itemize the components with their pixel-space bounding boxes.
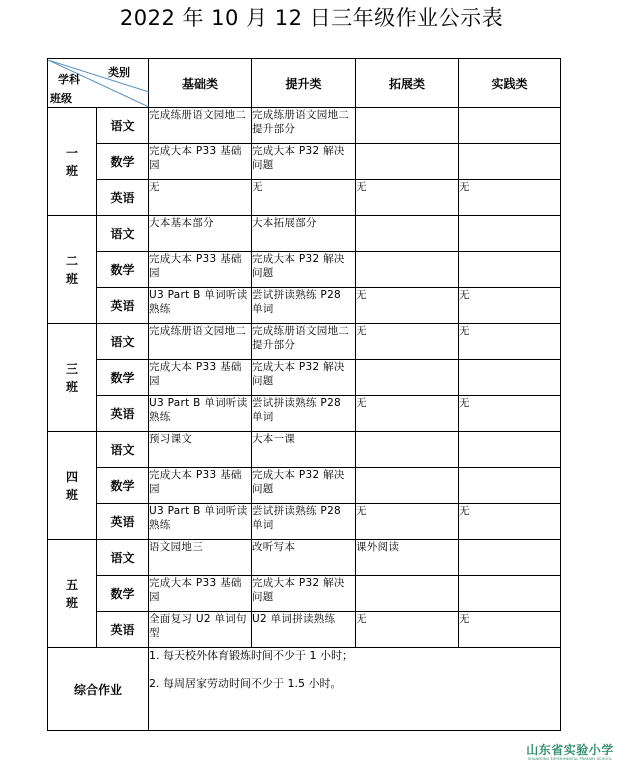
homework-cell: U3 Part B 单词听读熟练 [149,504,252,540]
diagonal-header-cell [48,59,149,108]
homework-cell: 无 [356,504,459,540]
homework-cell: 语文园地三 [149,540,252,576]
table-row [48,396,561,432]
homework-cell: U3 Part B 单词听读熟练 [149,396,252,432]
class-name-cell: 一 班 [48,108,97,216]
class-name-cell: 二 班 [48,216,97,324]
summary-content [149,648,561,731]
homework-cell: 尝试拼读熟练 P28 单词 [252,288,356,324]
homework-cell: 无 [459,396,561,432]
homework-cell: 完成练册语文园地二 [149,324,252,360]
homework-cell: 完成大本 P33 基础园 [149,468,252,504]
subject-cell: 数学 [97,576,149,612]
homework-cell: 无 [356,288,459,324]
homework-cell: U3 Part B 单词听读熟练 [149,288,252,324]
homework-cell [459,576,561,612]
school-logo [522,743,618,762]
homework-cell [356,252,459,288]
column-header-expand: 拓展类 [356,59,459,108]
subject-cell: 英语 [97,180,149,216]
subject-cell: 数学 [97,360,149,396]
homework-cell: 完成练册语文园地二 [149,108,252,144]
table-row [48,504,561,540]
homework-cell: 改听写本 [252,540,356,576]
homework-cell: 无 [356,612,459,648]
subject-cell: 语文 [97,216,149,252]
subject-cell: 数学 [97,144,149,180]
homework-cell: 尝试拼读熟练 P28 单词 [252,396,356,432]
homework-cell [459,360,561,396]
homework-cell [459,432,561,468]
homework-cell: 完成大本 P33 基础园 [149,576,252,612]
header-row [48,59,561,108]
page-title: 2022 年 10 月 12 日三年级作业公示表 [119,6,504,30]
table-row [48,288,561,324]
class-name-cell: 五 班 [48,540,97,648]
subject-cell: 语文 [97,108,149,144]
subject-cell: 语文 [97,324,149,360]
table-row [48,180,561,216]
table-row [48,540,561,576]
homework-cell: 无 [459,288,561,324]
homework-cell [459,108,561,144]
table-row [48,612,561,648]
homework-cell: 无 [356,180,459,216]
subject-cell: 英语 [97,504,149,540]
homework-cell: 尝试拼读熟练 P28 单词 [252,504,356,540]
column-header-practice: 实践类 [459,59,561,108]
table-row [48,468,561,504]
table-row [48,432,561,468]
homework-cell: 预习课文 [149,432,252,468]
table-row [48,108,561,144]
table-row [48,360,561,396]
homework-cell: 无 [356,324,459,360]
homework-cell: 完成大本 P33 基础园 [149,252,252,288]
category-label: 类别 [108,65,130,79]
homework-cell [356,144,459,180]
subject-cell: 数学 [97,252,149,288]
homework-cell [459,144,561,180]
homework-cell: 无 [459,180,561,216]
homework-cell: 无 [459,324,561,360]
class-name-cell: 四 班 [48,432,97,540]
homework-cell: 大本拓展部分 [252,216,356,252]
table-row [48,252,561,288]
school-logo-english: SHANDONG EXPERIMENTAL PRIMARY SCHOOL [527,757,613,761]
homework-cell [459,216,561,252]
column-header-improve: 提升类 [252,59,356,108]
subject-cell: 英语 [97,396,149,432]
homework-cell: 无 [149,180,252,216]
homework-cell [356,108,459,144]
homework-cell: 完成大本 P32 解决问题 [252,360,356,396]
homework-cell: 完成大本 P33 基础园 [149,360,252,396]
table-row [48,324,561,360]
subject-cell: 语文 [97,540,149,576]
homework-cell: U2 单词拼读熟练 [252,612,356,648]
homework-cell [459,468,561,504]
homework-cell: 完成大本 P32 解决问题 [252,468,356,504]
subject-cell: 英语 [97,288,149,324]
homework-cell [356,432,459,468]
homework-cell [356,468,459,504]
homework-cell: 完成大本 P32 解决问题 [252,144,356,180]
column-header-basic: 基础类 [149,59,252,108]
homework-cell [356,576,459,612]
homework-cell: 完成大本 P32 解决问题 [252,252,356,288]
homework-cell: 无 [252,180,356,216]
homework-cell: 完成练册语文园地二提升部分 [252,108,356,144]
subject-cell: 数学 [97,468,149,504]
homework-cell: 课外阅读 [356,540,459,576]
table-body [48,108,561,648]
summary-label: 综合作业 [48,648,149,731]
subject-label: 学科 [58,72,80,86]
class-name-cell: 三 班 [48,324,97,432]
homework-cell: 全面复习 U2 单词句型 [149,612,252,648]
summary-item: 2. 每周居家劳动时间不少于 1.5 小时。 [149,677,342,690]
homework-cell: 大本基本部分 [149,216,252,252]
homework-cell [356,216,459,252]
summary-item: 1. 每天校外体育锻炼时间不少于 1 小时； [149,649,353,662]
homework-cell: 完成大本 P32 解决问题 [252,576,356,612]
homework-cell [356,360,459,396]
homework-cell: 无 [459,612,561,648]
homework-cell: 完成大本 P33 基础园 [149,144,252,180]
homework-cell [459,540,561,576]
homework-table [47,58,561,731]
homework-cell: 完成练册语文园地二提升部分 [252,324,356,360]
subject-cell: 语文 [97,432,149,468]
homework-cell: 大本一课 [252,432,356,468]
homework-cell: 无 [356,396,459,432]
subject-cell: 英语 [97,612,149,648]
summary-row [48,648,561,731]
homework-cell [459,252,561,288]
table-row [48,216,561,252]
school-logo-name: 山东省实验小学 [526,743,614,757]
table-row [48,576,561,612]
class-label: 班级 [50,91,72,105]
table-row [48,144,561,180]
homework-cell: 无 [459,504,561,540]
